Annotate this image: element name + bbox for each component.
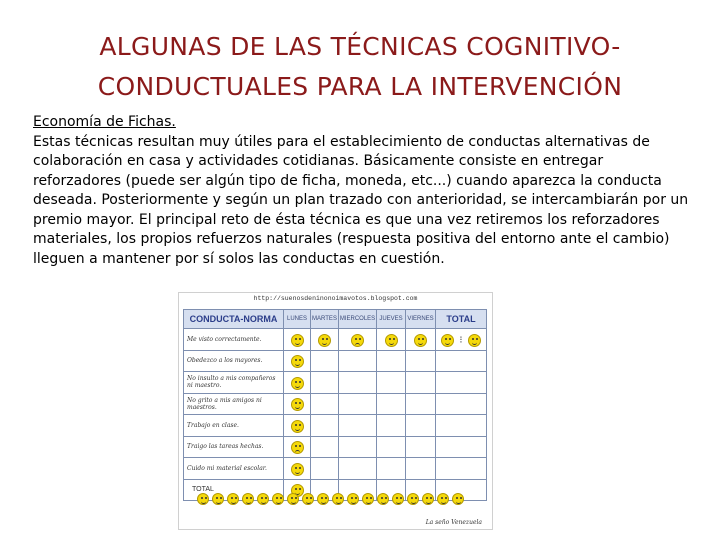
smiley-icon <box>377 493 389 505</box>
smiley-icon <box>318 334 331 347</box>
day-cell <box>284 350 311 372</box>
header-norma: CONDUCTA-NORMA <box>184 310 284 329</box>
total-row-label: TOTAL <box>184 479 284 501</box>
day-cell <box>406 329 436 351</box>
smiley-icon <box>257 493 269 505</box>
day-cell <box>311 436 339 458</box>
smiley-icon <box>227 493 239 505</box>
day-cell <box>377 350 406 372</box>
smiley-icon <box>392 493 404 505</box>
slide-title: ALGUNAS DE LAS TÉCNICAS COGNITIVO-CONDUCTUALES PARA LA INTERVENCIÓN <box>97 31 623 101</box>
behavior-label: Traigo las tareas hechas. <box>184 436 284 458</box>
day-cell <box>406 436 436 458</box>
smiley-icon <box>347 493 359 505</box>
behavior-chart-table <box>183 309 487 501</box>
day-cell <box>311 350 339 372</box>
table-row <box>184 415 487 437</box>
day-cell <box>377 436 406 458</box>
smiley-icon <box>468 334 481 347</box>
behavior-label: Obedezco a los mayores. <box>184 350 284 372</box>
day-cell <box>406 415 436 437</box>
table-row <box>184 393 487 415</box>
smiley-icon <box>291 420 304 433</box>
header-day: MIERCOLES <box>339 310 377 329</box>
table-row <box>184 329 487 351</box>
table-row <box>184 372 487 394</box>
day-cell <box>339 329 377 351</box>
smiley-icon <box>385 334 398 347</box>
behavior-label: No insulto a mis compañeros ni maestro. <box>184 372 284 394</box>
day-cell <box>284 393 311 415</box>
section-heading: Economía de Fichas. <box>33 114 176 130</box>
sad-face-icon <box>291 441 304 454</box>
total-cell <box>436 329 487 351</box>
day-cell <box>406 458 436 480</box>
header-day: MARTES <box>311 310 339 329</box>
total-cell <box>436 350 487 372</box>
smiley-icon <box>291 377 304 390</box>
smiley-icon <box>242 493 254 505</box>
day-cell <box>311 329 339 351</box>
smiley-icon <box>291 463 304 476</box>
day-cell <box>284 436 311 458</box>
chart-header-row <box>184 310 487 329</box>
smiley-icon <box>317 493 329 505</box>
tally-mark-icon: ⁝ <box>459 334 463 346</box>
day-cell <box>339 415 377 437</box>
smiley-icon <box>197 493 209 505</box>
header-day: LUNES <box>284 310 311 329</box>
reward-token-row <box>197 493 477 505</box>
chart-url: http://suenosdeninonoimavotos.blogspot.com <box>253 295 418 302</box>
behavior-label: Trabajo en clase. <box>184 415 284 437</box>
smiley-icon <box>291 355 304 368</box>
day-cell <box>377 372 406 394</box>
sad-face-icon <box>351 334 364 347</box>
table-row <box>184 350 487 372</box>
smiley-icon <box>414 334 427 347</box>
total-cell <box>436 415 487 437</box>
token-economy-chart-image <box>178 292 493 530</box>
day-cell <box>339 458 377 480</box>
smiley-icon <box>291 334 304 347</box>
chart-signature: La seño Venezuela <box>425 519 482 526</box>
table-row <box>184 436 487 458</box>
day-cell <box>339 372 377 394</box>
smiley-icon <box>362 493 374 505</box>
day-cell <box>284 415 311 437</box>
table-row <box>184 458 487 480</box>
total-cell <box>436 372 487 394</box>
day-cell <box>406 350 436 372</box>
day-cell <box>406 372 436 394</box>
day-cell <box>311 458 339 480</box>
day-cell <box>339 393 377 415</box>
smiley-icon <box>291 398 304 411</box>
day-cell <box>377 458 406 480</box>
behavior-label: Cuido mi material escolar. <box>184 458 284 480</box>
day-cell <box>377 393 406 415</box>
behavior-label: No grito a mis amigos ni maestros. <box>184 393 284 415</box>
smiley-icon <box>441 334 454 347</box>
header-total: TOTAL <box>436 310 487 329</box>
section-paragraph: Estas técnicas resultan muy útiles para el establecimiento de conductas alternativas de colaboración en casa y actividades cotidianas. Básicamente consiste en entregar reforzadores (puede ser algún tipo de ficha, moneda, etc...) cuando aparezca la conducta deseada. Posteriormente y según un plan trazado con anterioridad, se intercambiarán por un premio mayor. El principal reto de ésta técnica es que una vez retiremos los reforzadores materiales, los propios refuerzos naturales (respuesta positiva del entorno ante el cambio) lleguen a mantener por sí solos las conductas en cuestión. <box>33 133 689 267</box>
behavior-label: Me visto correctamente. <box>184 329 284 351</box>
smiley-icon <box>452 493 464 505</box>
header-day: JUEVES <box>377 310 406 329</box>
total-cell <box>436 436 487 458</box>
header-day: VIERNES <box>406 310 436 329</box>
smiley-icon <box>407 493 419 505</box>
day-cell <box>311 393 339 415</box>
smiley-icon <box>332 493 344 505</box>
day-cell <box>284 458 311 480</box>
total-cell <box>436 458 487 480</box>
day-cell <box>311 415 339 437</box>
day-cell <box>284 372 311 394</box>
smiley-icon <box>272 493 284 505</box>
day-cell <box>339 350 377 372</box>
day-cell <box>377 329 406 351</box>
smiley-icon <box>212 493 224 505</box>
day-cell <box>311 372 339 394</box>
day-cell <box>406 393 436 415</box>
day-cell <box>377 415 406 437</box>
total-cell <box>436 393 487 415</box>
smiley-icon <box>287 493 299 505</box>
smiley-icon <box>437 493 449 505</box>
day-cell <box>339 436 377 458</box>
day-cell <box>284 329 311 351</box>
smiley-icon <box>422 493 434 505</box>
body-text <box>33 113 693 269</box>
smiley-icon <box>302 493 314 505</box>
